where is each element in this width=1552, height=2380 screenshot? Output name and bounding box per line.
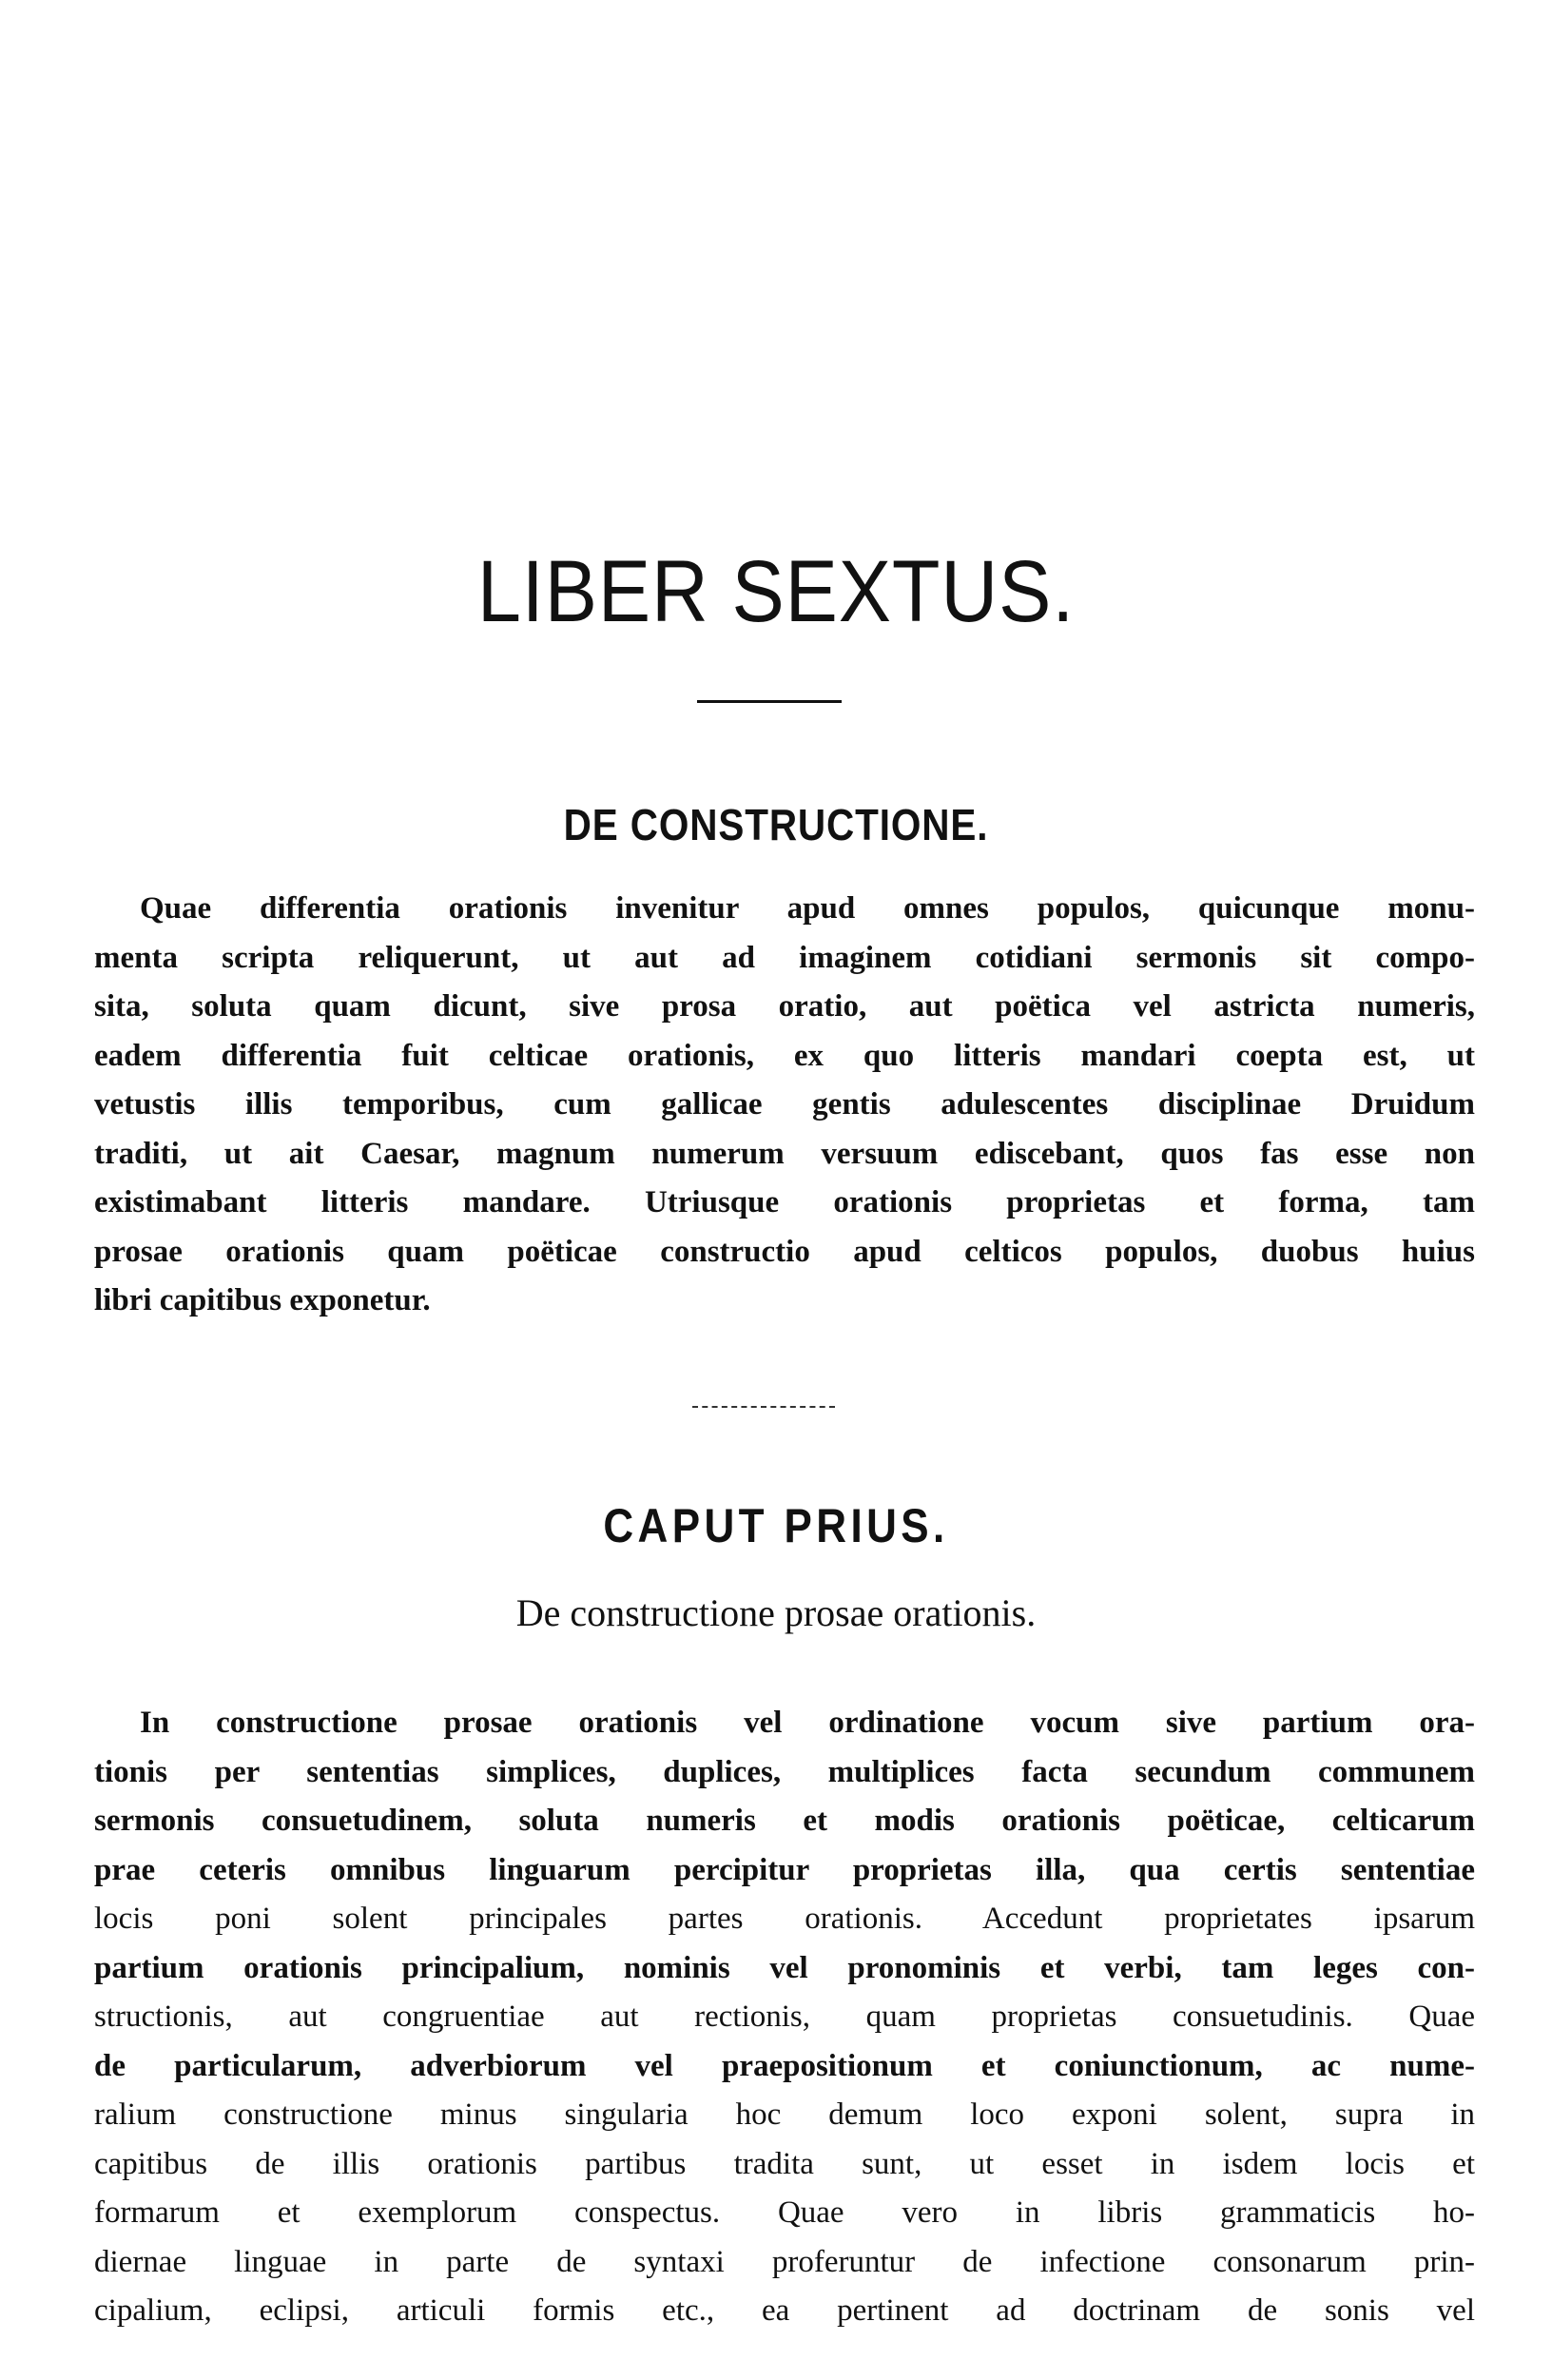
text-line: ralium constructione minus singularia hoc demum loco exponi solent, supra in	[94, 2097, 1475, 2132]
text-line: menta scripta reliquerunt, ut aut ad imaginem cotidiani sermonis sit compo-	[94, 940, 1475, 975]
text-line: partium orationis principalium, nominis vel pronominis et verbi, tam leges con-	[94, 1950, 1475, 1985]
text-line: formarum et exemplorum conspectus. Quae vero in libris grammaticis ho-	[94, 2195, 1475, 2230]
section-divider	[692, 1406, 835, 1408]
chapter-paragraph	[94, 1699, 1475, 2336]
section-title: DE CONSTRUCTIONE.	[563, 800, 989, 849]
text-line: traditi, ut ait Caesar, magnum numerum versuum ediscebant, quos fas esse non	[94, 1136, 1475, 1171]
book-title: LIBER SEXTUS.	[476, 543, 1076, 640]
title-divider	[697, 700, 842, 703]
text-line: sita, soluta quam dicunt, sive prosa oratio, aut poëtica vel astricta numeris,	[94, 989, 1475, 1024]
text-line: libri capitibus exponetur.	[94, 1283, 431, 1317]
text-line: existimabant litteris mandare. Utriusque orationis proprietas et forma, tam	[94, 1185, 1475, 1219]
intro-paragraph	[94, 885, 1475, 1326]
text-line: Quae differentia orationis invenitur apud omnes populos, quicunque monu-	[140, 891, 1475, 926]
text-line: de particularum, adverbiorum vel praepositionum et coniunctionum, ac nume-	[94, 2048, 1475, 2083]
text-line: sermonis consuetudinem, soluta numeris et modis orationis poëticae, celticarum	[94, 1804, 1475, 1838]
text-line: structionis, aut congruentiae aut rectionis, quam proprietas consuetudinis. Quae	[94, 2000, 1475, 2034]
text-line: tionis per sententias simplices, duplices, multiplices facta secundum communem	[94, 1754, 1475, 1789]
text-line: capitibus de illis orationis partibus tradita sunt, ut esset in isdem locis et	[94, 2146, 1475, 2181]
text-line: locis poni solent principales partes orationis. Accedunt proprietates ipsarum	[94, 1902, 1475, 1936]
text-line: prae ceteris omnibus linguarum percipitur proprietas illa, qua certis sententiae	[94, 1852, 1475, 1887]
chapter-title: CAPUT PRIUS.	[603, 1499, 949, 1552]
text-line: In constructione prosae orationis vel ordinatione vocum sive partium ora-	[140, 1706, 1475, 1740]
text-line: eadem differentia fuit celticae orationis, ex quo litteris mandari coepta est, ut	[94, 1038, 1475, 1073]
chapter-subtitle: De constructione prosae orationis.	[515, 1591, 1037, 1634]
text-line: vetustis illis temporibus, cum gallicae gentis adulescentes disciplinae Druidum	[94, 1087, 1475, 1122]
text-line: cipalium, eclipsi, articuli formis etc., ea pertinent ad doctrinam de sonis vel	[94, 2293, 1475, 2328]
text-line: prosae orationis quam poëticae constructio apud celticos populos, duobus huius	[94, 1234, 1475, 1269]
text-line: diernae linguae in parte de syntaxi proferuntur de infectione consonarum prin-	[94, 2244, 1475, 2279]
